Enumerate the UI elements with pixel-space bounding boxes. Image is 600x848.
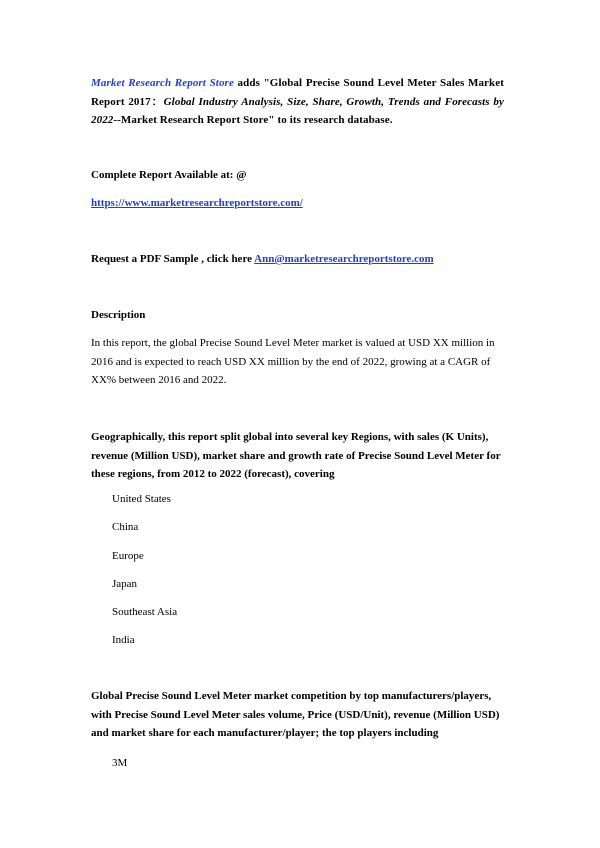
list-item: United States: [112, 493, 171, 505]
geography-heading: Geographically, this report split global into several key Regions, with sales (K Units), revenue (Million USD), market share and growth rate of Precise Sound Level Meter for these regions, from 2012 to 2022 (forecast), covering: [91, 431, 501, 481]
competition-heading: Global Precise Sound Level Meter market competition by top manufacturers/players, with Precise Sound Level Meter sales volume, Price (USD/Unit), revenue (Million USD) and market share for each manufacturer/player; the top players including: [91, 690, 500, 740]
list-item: Europe: [112, 550, 144, 562]
list-item: 3M: [112, 757, 128, 769]
sample-email-link[interactable]: Ann@marketresearchreportstore.com: [254, 253, 434, 265]
request-sample-line: [91, 250, 434, 269]
request-sample-label: Request a PDF Sample , click here: [91, 253, 255, 265]
store-link[interactable]: Market Research Report Store: [91, 77, 234, 89]
list-item: China: [112, 521, 139, 533]
complete-report-label: Complete Report Available at: @: [91, 169, 247, 181]
description-body: In this report, the global Precise Sound Level Meter market is valued at USD XX million in 2016 and is expected to reach USD XX million by the end of 2022, growing at a CAGR of XX% between 2016 and 2022.: [91, 337, 495, 387]
complete-report-url-line: [91, 194, 303, 213]
intro-italic-title: Global Industry Analysis, Size, Share, Growth, Trends and Forecasts by 2022: [91, 95, 504, 127]
intro-adds-text: adds "Global Precise Sound Level Meter Sales Market Report 2017：: [91, 77, 505, 108]
list-item: Japan: [112, 578, 138, 590]
list-item: Southeast Asia: [112, 606, 178, 618]
report-url-link[interactable]: https://www.marketresearchreportstore.com/: [91, 197, 303, 209]
description-heading: Description: [91, 309, 146, 321]
intro-paragraph: [91, 74, 504, 130]
intro-tail-text: --Market Research Report Store" to its research database.: [113, 114, 393, 127]
list-item: India: [112, 634, 135, 646]
